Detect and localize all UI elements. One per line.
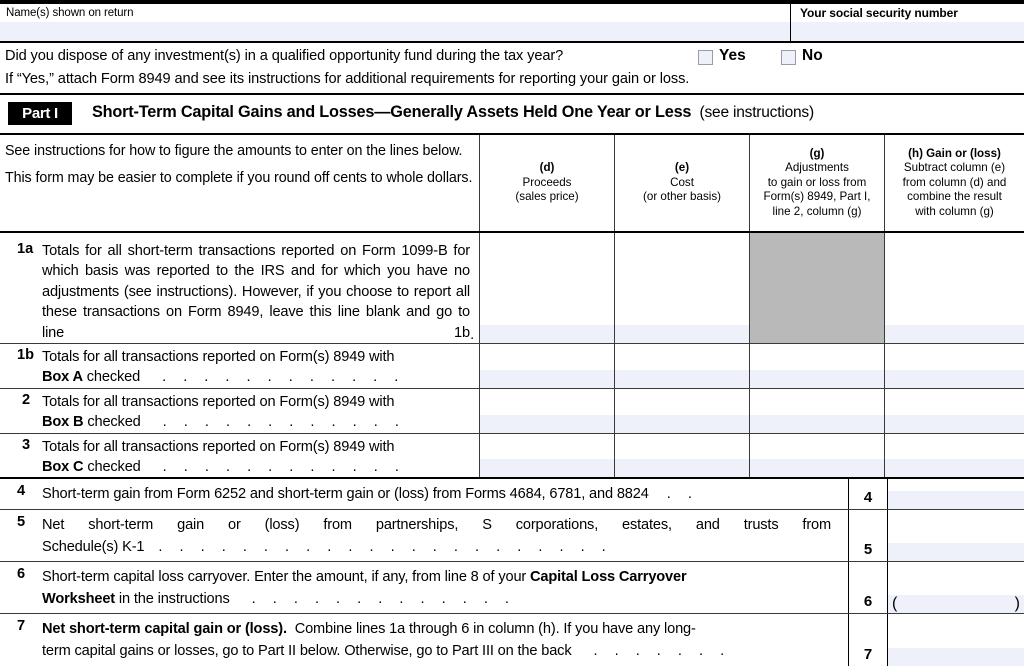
table-row — [0, 434, 1024, 479]
line-6-worksheet-ref-b: Worksheet — [42, 591, 115, 607]
column-h-line-1: from column (d) and — [902, 175, 1007, 189]
line-6-amount-input[interactable] — [888, 562, 1024, 613]
column-g-line-3: line 2, column (g) — [772, 204, 862, 218]
line-5-row — [0, 510, 1024, 562]
qof-question-text: Did you dispose of any investment(s) in a qualified opportunity fund during the tax year? — [5, 48, 564, 64]
row-1b-dots: . . . . . . . . . . . . — [162, 369, 399, 385]
line-7-dots: . . . . . . . — [593, 643, 725, 659]
row-3-box-label: Box C — [42, 459, 84, 475]
column-d-key: (d) — [539, 161, 555, 175]
lines-4-7-block — [0, 479, 1024, 666]
column-e-key: (e) — [674, 161, 690, 175]
row-2-number: 2 — [22, 392, 31, 408]
row-1b-box-label: Box A — [42, 369, 83, 385]
line-6-text-line1: Short-term capital loss carryover. Enter the amount, if any, from line 8 of your — [42, 569, 527, 585]
row-3-cell-e[interactable] — [615, 434, 749, 477]
table-instructions-p2: This form may be easier to complete if you round off cents to whole dollars. — [5, 169, 473, 186]
column-header-d — [480, 135, 614, 231]
row-1a-cell-h[interactable] — [885, 233, 1024, 343]
row-2-cell-d[interactable] — [480, 389, 614, 433]
line-5-box-number: 5 — [848, 510, 888, 561]
row-1a-cell-e[interactable] — [615, 233, 749, 343]
line-4-text: Short-term gain from Form 6252 and short-term gain or (loss) from Forms 4684, 6781, and 8824 — [42, 486, 649, 502]
column-g-key: (g) — [809, 146, 825, 160]
column-header-row — [0, 135, 1024, 233]
row-1a-number: 1a — [17, 241, 34, 257]
row-1b-cell-d[interactable] — [480, 344, 614, 388]
row-3-number: 3 — [22, 437, 31, 453]
line-6-paren-right: ) — [1014, 595, 1020, 612]
line-5-text-line1: Net short-term gain or (loss) from partnerships, S corporations, estates, and trusts from — [42, 517, 831, 533]
line-6-dots: . . . . . . . . . . . . . — [251, 591, 509, 607]
part-i-banner — [0, 97, 1024, 133]
row-1b-text-line1: Totals for all transactions reported on Form(s) 8949 with — [42, 349, 395, 365]
line-7-number: 7 — [17, 618, 26, 634]
line-6-box-number: 6 — [848, 562, 888, 613]
table-instructions-p1: See instructions for how to figure the amounts to enter on the lines below. — [5, 143, 463, 159]
row-1a-text: Totals for all short-term transactions reported on Form 1099-B for which basis was reported to the IRS and for which you have no adjustments (see instructions). However, if you choose to report all these transactions on Form 8949, leave this line blank and go to line 1b — [42, 243, 470, 341]
line-4-box-number: 4 — [848, 479, 888, 509]
taxpayer-header — [0, 4, 1024, 41]
line-5-text-line2: Schedule(s) K-1 — [42, 539, 145, 555]
part-i-title-suffix: (see instructions) — [699, 104, 814, 121]
row-1b-cell-h[interactable] — [885, 344, 1024, 388]
row-3-text-line2: checked — [87, 459, 141, 475]
name-field-cell[interactable] — [0, 4, 790, 41]
table-row — [0, 389, 1024, 434]
row-1b-cell-e[interactable] — [615, 344, 749, 388]
row-1b-cell-g[interactable] — [750, 344, 884, 388]
column-e-line-1: (or other basis) — [643, 190, 721, 204]
ssn-field-cell[interactable] — [790, 4, 1024, 41]
name-field-label: Name(s) shown on return — [6, 7, 134, 19]
row-2-box-label: Box B — [42, 414, 84, 430]
qof-yes-label: Yes — [719, 47, 746, 64]
row-3-text-line1: Totals for all transactions reported on Form(s) 8949 with — [42, 439, 395, 455]
table-row — [0, 344, 1024, 389]
row-3-description — [0, 434, 480, 477]
row-1a-description — [0, 233, 480, 343]
row-2-cell-g[interactable] — [750, 389, 884, 433]
table-row — [0, 233, 1024, 344]
row-1a-cell-d[interactable] — [480, 233, 614, 343]
column-e-line-0: Cost — [670, 175, 694, 189]
line-7-box-number: 7 — [848, 614, 888, 666]
part-i-title — [92, 103, 814, 122]
capital-gains-table — [0, 133, 1024, 663]
column-d-line-1: (sales price) — [515, 190, 579, 204]
column-h-line-3: with column (g) — [915, 204, 994, 218]
column-header-g — [750, 135, 884, 231]
line-6-paren-left: ( — [892, 595, 898, 612]
row-2-text-line1: Totals for all transactions reported on Form(s) 8949 with — [42, 394, 395, 410]
column-header-e — [615, 135, 749, 231]
row-3-cell-h[interactable] — [885, 434, 1024, 477]
row-3-cell-d[interactable] — [480, 434, 614, 477]
ssn-field-label: Your social security number — [800, 6, 958, 20]
column-g-line-1: to gain or loss from — [767, 175, 867, 189]
row-3-cell-g[interactable] — [750, 434, 884, 477]
qof-question-block — [0, 41, 1024, 95]
name-input[interactable] — [0, 22, 790, 41]
row-2-text-line2: checked — [87, 414, 141, 430]
line-5-amount-input[interactable] — [888, 510, 1024, 561]
column-h-line-0: Subtract column (e) — [903, 161, 1006, 175]
row-1b-text-line2: checked — [86, 369, 141, 385]
qof-no-checkbox[interactable] — [781, 50, 796, 65]
line-7-row — [0, 614, 1024, 666]
row-2-dots: . . . . . . . . . . . . — [162, 414, 399, 430]
column-h-key: (h) Gain or (loss) — [908, 146, 1001, 160]
row-1b-number: 1b — [17, 347, 35, 363]
line-7-amount-input[interactable] — [888, 614, 1024, 666]
line-4-row — [0, 479, 1024, 510]
row-1a-dots: . — [470, 327, 474, 343]
line-4-amount-input[interactable] — [888, 479, 1024, 509]
line-4-number: 4 — [17, 483, 26, 499]
row-2-cell-h[interactable] — [885, 389, 1024, 433]
line-5-dots: . . . . . . . . . . . . . . . . . . . . . . — [158, 539, 606, 555]
line-6-row — [0, 562, 1024, 614]
row-3-dots: . . . . . . . . . . . . — [162, 459, 399, 475]
line-6-number: 6 — [17, 566, 26, 582]
row-2-description — [0, 389, 480, 433]
line-7-heading: Net short-term capital gain or (loss). — [42, 621, 287, 637]
column-header-h — [885, 135, 1024, 231]
column-d-line-0: Proceeds — [522, 175, 572, 189]
column-g-line-2: Form(s) 8949, Part I, — [763, 190, 871, 204]
qof-followup-text: If “Yes,” attach Form 8949 and see its instructions for additional requirements for reporting your gain or loss. — [5, 71, 690, 87]
line-4-dots: . . — [666, 486, 692, 502]
line-7-text-line1: Combine lines 1a through 6 in column (h). If you have any long- — [294, 621, 696, 637]
part-i-title-main: Short-Term Capital Gains and Losses—Generally Assets Held One Year or Less — [92, 103, 692, 121]
line-6-worksheet-ref-a: Capital Loss Carryover — [530, 569, 687, 585]
part-i-badge: Part I — [8, 102, 72, 125]
row-1b-description — [0, 344, 480, 388]
line-7-text-line2: term capital gains or losses, go to Part II below. Otherwise, go to Part III on the back — [42, 643, 572, 659]
ssn-input[interactable] — [791, 22, 1024, 41]
line-6-text-line2: in the instructions — [118, 591, 230, 607]
row-1a-cell-g-shaded — [750, 233, 884, 343]
column-g-line-0: Adjustments — [785, 161, 849, 175]
column-h-line-2: combine the result — [907, 190, 1002, 204]
line-5-number: 5 — [17, 514, 26, 530]
table-instructions — [5, 142, 473, 195]
row-2-cell-e[interactable] — [615, 389, 749, 433]
qof-yes-checkbox[interactable] — [698, 50, 713, 65]
qof-no-label: No — [802, 47, 823, 64]
